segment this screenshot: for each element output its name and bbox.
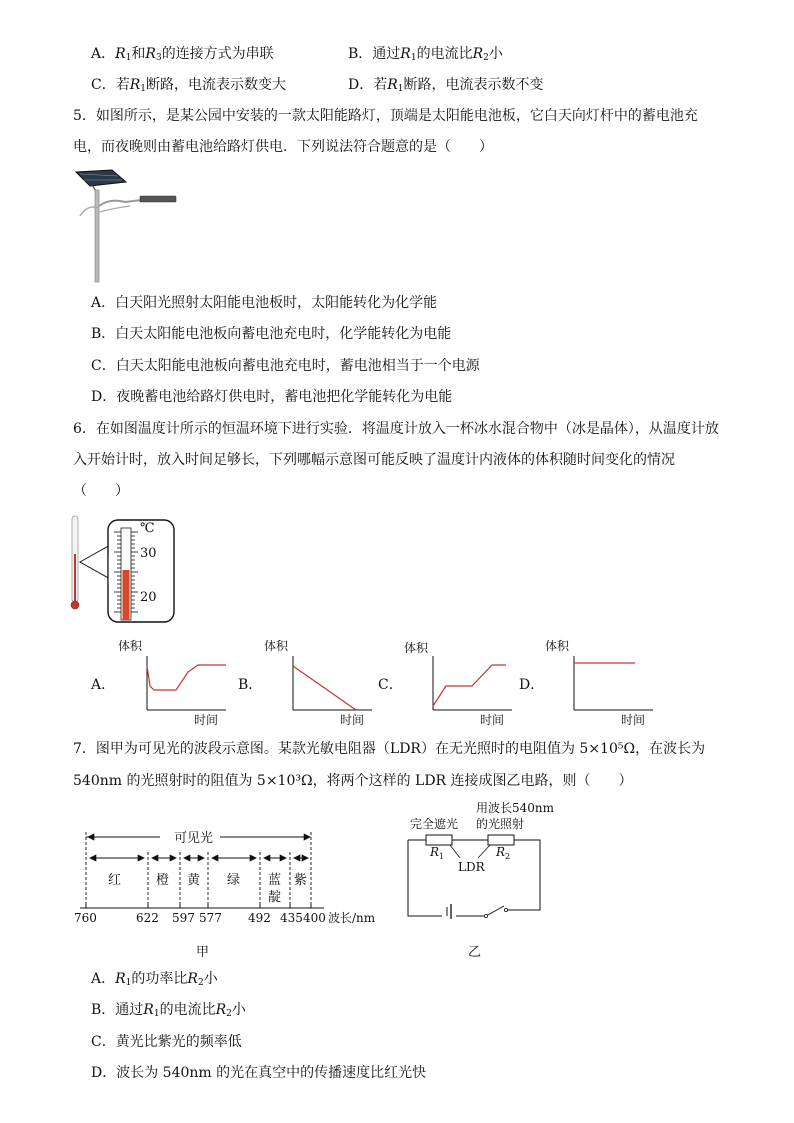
spectrum-title: 可见光 [174, 831, 214, 846]
q6-stem-line-3: （ ） [73, 483, 129, 499]
q4-option-c[interactable]: C．若$R_1$断路，电流表示数变大 [91, 77, 286, 94]
spectrum-axis-label: 波长/nm [328, 911, 376, 925]
q6-graph-b[interactable] [256, 636, 386, 728]
q5-option-d[interactable]: D．夜晚蓄电池给路灯供电时，蓄电池把化学能转化为电能 [91, 389, 453, 405]
tick-622: 622 [136, 911, 159, 925]
q6-option-b-label[interactable]: B． [238, 677, 263, 693]
q6-graph-d[interactable] [537, 636, 667, 728]
q7-stem-line-2: 540nm 的光照射时的阻值为 5×10³Ω，将两个这样的 LDR 连接成图乙电路，则（ ） [73, 773, 633, 789]
q6-graph-a-curve [147, 665, 226, 690]
band-red: 红 [108, 873, 122, 888]
tick-435: 435 [280, 911, 303, 925]
circuit-label-illuminated: 的光照射 [476, 817, 525, 831]
tick-760: 760 [74, 911, 97, 925]
band-green: 绿 [227, 873, 241, 888]
svg-text:时间: 时间 [194, 713, 219, 727]
solar-panel [76, 170, 126, 186]
thermometer-figure [66, 514, 176, 626]
circuit-r1-label: $R_1$ [430, 845, 445, 861]
band-violet: 紫 [294, 873, 308, 888]
q5-stem-line-1: 5．如图所示，是某公园中安装的一款太阳能路灯，顶端是太阳能电池板，它白天向灯杆中的蓄电池充 [73, 108, 698, 124]
ldr-circuit-figure [398, 798, 558, 962]
tick-492: 492 [248, 911, 271, 925]
figure-caption-jia: 甲 [196, 945, 210, 960]
circuit-label-wavelength: 用波长540nm [476, 801, 555, 815]
q6-option-a-label[interactable]: A． [91, 677, 116, 693]
q6-option-d-label[interactable]: D． [519, 677, 545, 693]
q5-option-a[interactable]: A．白天阳光照射太阳能电池板时，太阳能转化为化学能 [91, 295, 438, 311]
lamp-pole [95, 190, 99, 282]
q6-graph-a[interactable] [110, 636, 240, 728]
q7-option-c[interactable]: C．黄光比紫光的频率低 [91, 1034, 242, 1050]
band-yellow: 黄 [187, 873, 201, 888]
svg-text:时间: 时间 [621, 713, 646, 727]
svg-text:体积: 体积 [545, 639, 570, 653]
q6-option-c-label[interactable]: C． [378, 677, 403, 693]
lamp-head [140, 196, 176, 202]
tick-577: 577 [199, 911, 222, 925]
q6-graph-c[interactable] [396, 636, 526, 728]
thermometer-tick-30: 30 [140, 546, 157, 561]
svg-text:时间: 时间 [340, 713, 365, 727]
q6-graph-c-curve [433, 665, 506, 706]
q4-option-b[interactable]: B．通过$R_1$的电流比$R_2$小 [348, 46, 503, 63]
q4-option-a[interactable]: A．$R_1$和$R_3$的连接方式为串联 [91, 46, 274, 63]
circuit-r2-label: $R_2$ [496, 845, 511, 861]
solar-street-lamp-figure [70, 168, 190, 284]
svg-text:体积: 体积 [264, 639, 289, 653]
band-orange: 橙 [156, 873, 170, 888]
tick-597: 597 [172, 911, 195, 925]
tick-400: 400 [303, 911, 326, 925]
circuit-label-shaded: 完全遮光 [410, 817, 459, 831]
q6-stem-line-1: 6．在如图温度计所示的恒温环境下进行实验．将温度计放入一杯冰水混合物中（冰是晶体），从温度计放 [73, 421, 719, 437]
q7-option-d[interactable]: D．波长为 540nm 的光在真空中的传播速度比红光快 [91, 1065, 427, 1081]
q6-stem-line-2: 入开始计时，放入时间足够长，下列哪幅示意图可能反映了温度计内液体的体积随时间变化的情况 [73, 452, 675, 468]
q6-graph-b-curve [293, 666, 356, 710]
q7-option-a[interactable]: A．$R_1$的功率比$R_2$小 [91, 971, 218, 988]
band-indigo: 靛 [268, 890, 282, 905]
thermometer-unit: ℃ [140, 521, 155, 536]
resistor-r2 [488, 835, 514, 845]
q5-option-c[interactable]: C．白天太阳能电池板向蓄电池充电时，蓄电池相当于一个电源 [91, 358, 480, 374]
resistor-r1 [426, 835, 452, 845]
figure-caption-yi: 乙 [468, 945, 482, 960]
svg-text:体积: 体积 [404, 641, 429, 655]
band-blue: 蓝 [268, 873, 282, 888]
circuit-ldr-label: LDR [458, 860, 485, 874]
svg-text:体积: 体积 [118, 639, 143, 653]
q7-stem-line-1: 7．图甲为可见光的波段示意图。某款光敏电阻器（LDR）在无光照时的电阻值为 5×10⁵Ω，在波长为 [73, 741, 706, 757]
q4-option-d[interactable]: D．若$R_1$断路，电流表示数不变 [348, 77, 544, 94]
visible-light-spectrum-figure [70, 826, 380, 962]
q7-option-b[interactable]: B．通过$R_1$的电流比$R_2$小 [91, 1002, 246, 1019]
q5-option-b[interactable]: B．白天太阳能电池板向蓄电池充电时，化学能转化为电能 [91, 326, 452, 342]
q5-stem-line-2: 电，而夜晚则由蓄电池给路灯供电．下列说法符合题意的是（ ） [73, 139, 493, 155]
thermometer-tick-20: 20 [140, 590, 157, 605]
svg-text:时间: 时间 [480, 713, 505, 727]
